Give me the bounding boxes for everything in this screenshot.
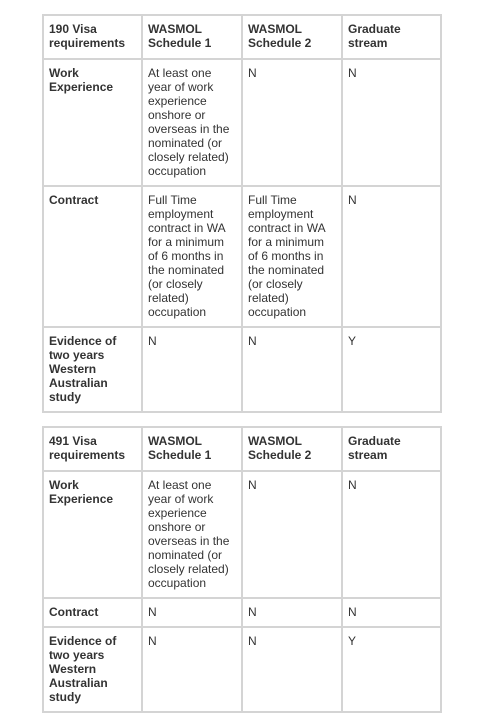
- table-header-row: [44, 428, 442, 472]
- header-wasmol-schedule-1: WASMOL Schedule 1: [143, 16, 243, 60]
- table-header-row: [44, 16, 442, 60]
- header-visa-requirements: 190 Visa requirements: [44, 16, 143, 60]
- table-row: [44, 599, 442, 628]
- cell-schedule-1: N: [143, 599, 243, 628]
- cell-schedule-2: N: [243, 599, 343, 628]
- table-row: [44, 187, 442, 328]
- header-wasmol-schedule-1: WASMOL Schedule 1: [143, 428, 243, 472]
- cell-schedule-1: N: [143, 628, 243, 713]
- table-row: [44, 60, 442, 187]
- cell-graduate-stream: Y: [343, 628, 442, 713]
- header-graduate-stream: Graduate stream: [343, 428, 442, 472]
- cell-schedule-1: At least one year of work experience onshore or overseas in the nominated (or closely related) occupation: [143, 472, 243, 599]
- cell-schedule-1: N: [143, 328, 243, 413]
- cell-schedule-1: At least one year of work experience onshore or overseas in the nominated (or closely related) occupation: [143, 60, 243, 187]
- cell-schedule-2: N: [243, 628, 343, 713]
- cell-graduate-stream: N: [343, 599, 442, 628]
- row-label-work-experience: Work Experience: [44, 60, 143, 187]
- cell-schedule-1: Full Time employment contract in WA for a minimum of 6 months in the nominated (or closely related) occupation: [143, 187, 243, 328]
- row-label-work-experience: Work Experience: [44, 472, 143, 599]
- row-label-wa-study-evidence: Evidence of two years Western Australian study: [44, 328, 143, 413]
- header-graduate-stream: Graduate stream: [343, 16, 442, 60]
- header-wasmol-schedule-2: WASMOL Schedule 2: [243, 16, 343, 60]
- header-visa-requirements: 491 Visa requirements: [44, 428, 143, 472]
- header-wasmol-schedule-2: WASMOL Schedule 2: [243, 428, 343, 472]
- cell-graduate-stream: N: [343, 472, 442, 599]
- row-label-wa-study-evidence: Evidence of two years Western Australian study: [44, 628, 143, 713]
- cell-graduate-stream: Y: [343, 328, 442, 413]
- table-row: [44, 628, 442, 713]
- cell-graduate-stream: N: [343, 60, 442, 187]
- cell-schedule-2: N: [243, 60, 343, 187]
- table-row: [44, 472, 442, 599]
- cell-schedule-2: N: [243, 328, 343, 413]
- row-label-contract: Contract: [44, 599, 143, 628]
- visa-491-requirements-table: [42, 426, 442, 713]
- cell-schedule-2: Full Time employment contract in WA for a minimum of 6 months in the nominated (or closely related) occupation: [243, 187, 343, 328]
- row-label-contract: Contract: [44, 187, 143, 328]
- cell-schedule-2: N: [243, 472, 343, 599]
- table-row: [44, 328, 442, 413]
- cell-graduate-stream: N: [343, 187, 442, 328]
- visa-190-requirements-table: [42, 14, 442, 413]
